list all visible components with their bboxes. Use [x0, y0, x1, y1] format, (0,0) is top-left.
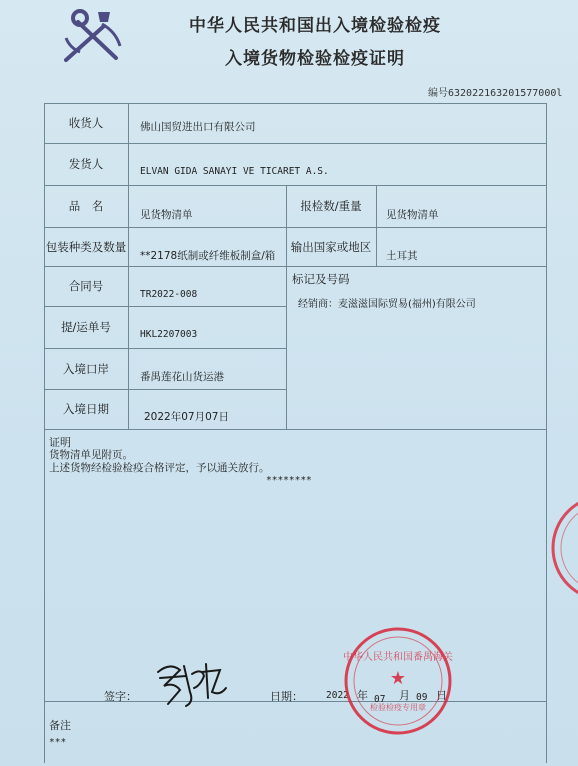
customs-emblem-icon	[58, 8, 128, 66]
goods-name-value: 见货物清单	[140, 209, 193, 221]
seal-code: 检验检疫专用章	[370, 703, 426, 712]
edge-seal	[545, 488, 578, 608]
date-month-unit: 月	[399, 689, 410, 702]
certificate-table	[44, 103, 547, 763]
entry-port-label: 入境口岸	[63, 361, 109, 376]
bill-no-value: HKL2207003	[140, 329, 198, 340]
date-year: 2022	[326, 690, 349, 701]
origin-label: 输出国家或地区	[290, 239, 372, 254]
seal-text: 中华人民共和国番禺海关	[343, 652, 453, 663]
column-divider	[128, 103, 129, 429]
consignor-label: 发货人	[68, 157, 104, 171]
consignee-value: 佛山国贸进出口有限公司	[140, 121, 256, 133]
column-divider	[376, 185, 377, 266]
contract-no-label: 合同号	[68, 279, 104, 293]
contract-no-value: TR2022-008	[140, 289, 198, 300]
entry-date-label: 入境日期	[63, 402, 109, 416]
official-seal	[343, 626, 453, 736]
packaging-label: 包装种类及数量	[45, 239, 127, 254]
marks-value: 经销商：麦滋滋国际贸易(福州)有限公司	[298, 299, 476, 310]
certification-line-2: 上述货物经检验检疫合格评定，予以通关放行。	[49, 462, 270, 474]
remarks-value: ***	[49, 737, 67, 748]
serial-value: 632022163201577000l	[448, 88, 563, 99]
certification-stars: ********	[266, 475, 312, 486]
document-title: 中华人民共和国出入境检验检疫	[189, 16, 441, 36]
row-divider	[44, 429, 547, 430]
consignee-label: 收货人	[68, 116, 104, 130]
svg-text:★: ★	[389, 668, 407, 689]
marks-label: 标记及号码	[292, 272, 350, 286]
bill-no-label: 提/运单号	[61, 320, 111, 334]
date-year-unit: 年	[357, 689, 368, 702]
packaging-value: **2178纸制或纤维板制盒/箱	[140, 250, 276, 262]
date-day: 09	[416, 692, 428, 703]
goods-name-label: 品 名	[68, 199, 104, 213]
consignor-value: ELVAN GIDA SANAYI VE TICARET A.S.	[140, 166, 329, 177]
remarks-title: 备注	[49, 719, 71, 732]
handwritten-signature	[150, 652, 230, 712]
certification-title: 证明	[49, 436, 71, 449]
date-day-unit: 日	[436, 689, 447, 702]
entry-port-value: 番禺莲花山货运港	[140, 371, 224, 383]
date-label: 日期：	[270, 690, 303, 703]
origin-value: 土耳其	[386, 250, 418, 262]
serial-number	[428, 84, 562, 99]
document-subtitle: 入境货物检验检疫证明	[225, 49, 405, 69]
entry-date-value: 2022年07月07日	[144, 411, 229, 423]
quantity-weight-label: 报检数/重量	[300, 199, 362, 213]
certification-line-1: 货物清单见附页。	[49, 449, 133, 461]
signature-label: 签字：	[104, 690, 137, 703]
serial-label: 编号	[428, 88, 448, 99]
quantity-weight-value: 见货物清单	[386, 209, 439, 221]
date-month: 07	[374, 694, 386, 705]
table-border	[546, 103, 547, 763]
